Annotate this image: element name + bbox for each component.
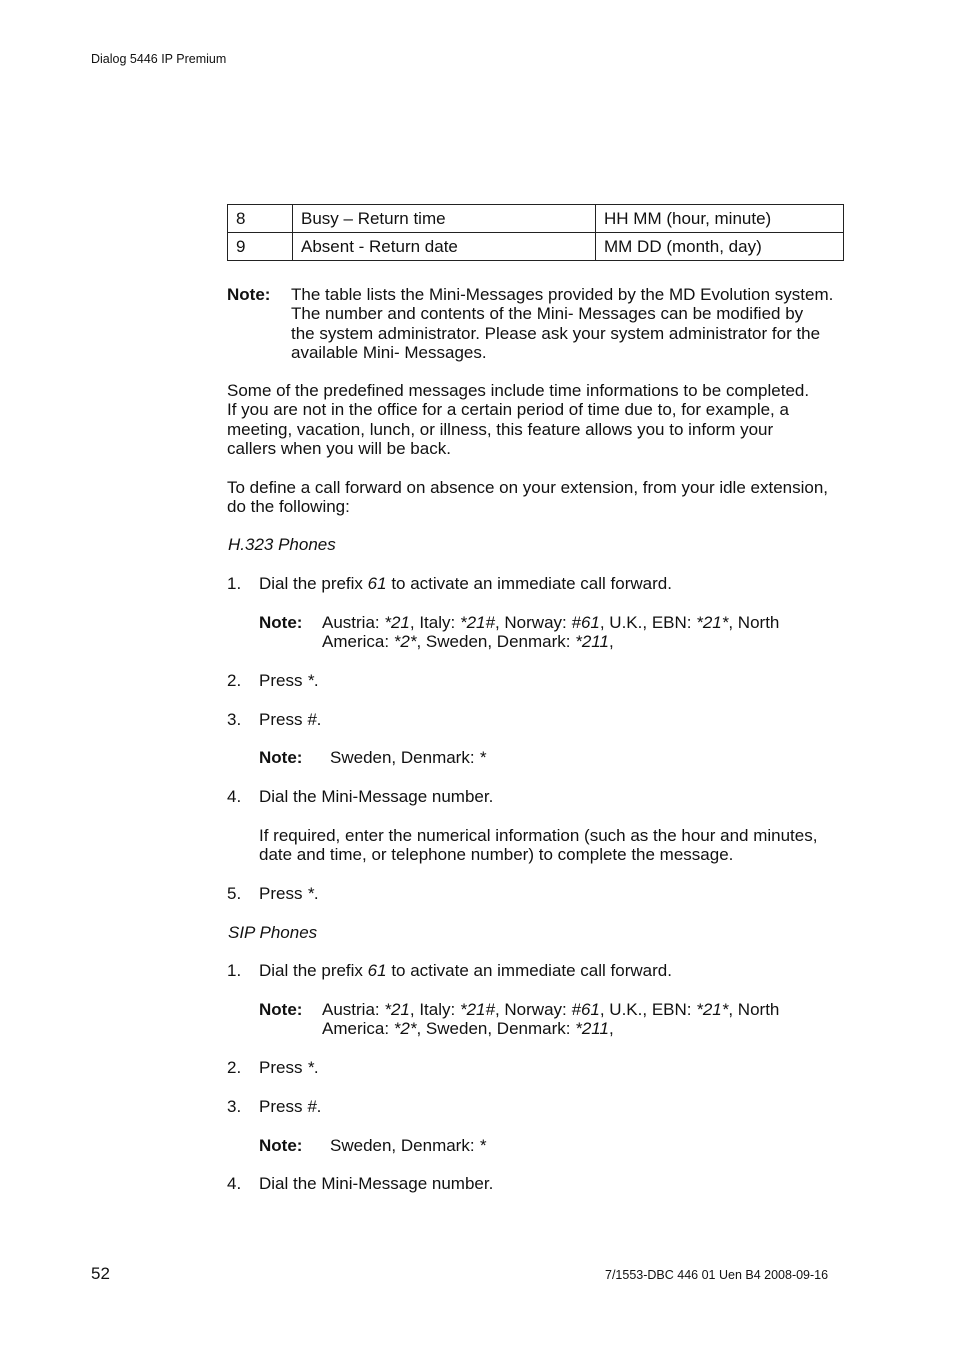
note-text (322, 613, 779, 652)
text: Sweden, Denmark: (330, 748, 480, 767)
text: , Sweden, Denmark: (416, 1019, 576, 1039)
paragraph-line: meeting, vacation, lunch, or illness, this feature allows you to inform your (227, 419, 774, 439)
note-label: Note: (259, 613, 303, 632)
section-heading: SIP Phones (228, 923, 318, 942)
paragraph-line: To define a call forward on absence on your extension, from your idle extension, (227, 478, 829, 497)
table-cell-format: HH MM (hour, minute) (596, 205, 844, 233)
text: , (608, 632, 614, 652)
step-text (259, 1097, 321, 1116)
table-cell-format: MM DD (month, day) (596, 233, 844, 261)
table-cell-number: 9 (228, 233, 293, 261)
text: to activate an immediate call forward. (386, 961, 672, 980)
code: #61 (571, 1000, 600, 1019)
code: *21* (696, 613, 729, 632)
step-number: 2. (227, 671, 242, 690)
note-text (330, 1136, 486, 1155)
step-text: Dial the Mini-Message number. (259, 1174, 494, 1193)
document-reference: 7/1553-DBC 446 01 Uen B4 2008-09-16 (605, 1268, 829, 1282)
code: *2* (393, 632, 417, 652)
step-number: 4. (227, 787, 242, 806)
code: * (307, 884, 314, 903)
note-label: Note: (259, 1136, 303, 1155)
step-number: 3. (227, 710, 242, 729)
text: , Italy: (409, 613, 460, 632)
table-cell-message: Busy – Return time (293, 205, 596, 233)
text: , (608, 1019, 614, 1039)
text: , Italy: (409, 1000, 460, 1019)
text: America: (322, 632, 394, 652)
note-text (291, 285, 833, 363)
step-text (259, 961, 672, 980)
body-paragraph (227, 478, 828, 517)
table-row (228, 205, 844, 233)
text: Dial the prefix (259, 961, 368, 980)
text: . (313, 1058, 319, 1077)
text: America: (322, 1019, 394, 1039)
code: * (479, 1136, 486, 1155)
code: *211 (575, 1019, 609, 1039)
paragraph-line: If you are not in the office for a certain period of time due to, for example, a (227, 400, 789, 420)
code: *21 (384, 1000, 410, 1019)
code: #61 (571, 613, 600, 632)
text: , Norway: (494, 1000, 572, 1019)
step-text-post: to activate an immediate call forward. (386, 574, 672, 593)
table-row (228, 233, 844, 261)
note-label: Note: (227, 285, 271, 304)
section-heading: H.323 Phones (228, 535, 336, 554)
step-info (259, 826, 817, 865)
step-text (259, 1058, 319, 1077)
text: , U.K., EBN: (599, 1000, 697, 1019)
text: Press (259, 1058, 308, 1077)
info-line: If required, enter the numerical information (such as the hour and minutes, (259, 826, 818, 845)
text: . (313, 671, 319, 690)
code: # (307, 710, 317, 729)
code: * (479, 748, 486, 767)
step-number: 1. (227, 574, 242, 593)
note-label: Note: (259, 1000, 303, 1019)
step-text: Dial the Mini-Message number. (259, 787, 494, 806)
table-cell-number: 8 (228, 205, 293, 233)
code: *21 (384, 613, 410, 632)
paragraph-line: Some of the predefined messages include time informations to be completed. (227, 381, 810, 400)
text: , Sweden, Denmark: (416, 632, 576, 652)
text: Sweden, Denmark: (330, 1136, 480, 1155)
code: *21# (459, 1000, 495, 1019)
running-header: Dialog 5446 IP Premium (91, 52, 227, 66)
code: * (307, 671, 314, 690)
text: , North (728, 613, 780, 632)
text: , North (728, 1000, 780, 1019)
note-line (322, 613, 779, 632)
text: Austria: (322, 613, 385, 632)
body-paragraph (227, 381, 809, 459)
step-text (259, 884, 319, 903)
code: *2* (393, 1019, 417, 1039)
text: . (316, 1097, 322, 1116)
text: Press (259, 884, 308, 903)
info-line: date and time, or telephone number) to complete the message. (259, 845, 734, 865)
code: # (307, 1097, 317, 1116)
text: . (316, 710, 322, 729)
code: *21# (459, 613, 495, 632)
step-text (259, 710, 321, 729)
code: 61 (367, 574, 387, 593)
code: * (307, 1058, 314, 1077)
paragraph-line: do the following: (227, 497, 350, 517)
note-text (322, 1000, 779, 1039)
text: , Norway: (494, 613, 572, 632)
step-text (259, 671, 319, 690)
note-line: available Mini- Messages. (291, 343, 487, 363)
table-cell-message: Absent - Return date (293, 233, 596, 261)
note-text (330, 748, 486, 767)
text: Press (259, 671, 308, 690)
step-number: 2. (227, 1058, 242, 1077)
code: *21* (696, 1000, 729, 1019)
code: *211 (575, 632, 609, 652)
note-line (322, 1019, 779, 1038)
step-number: 5. (227, 884, 242, 903)
note-label: Note: (259, 748, 303, 767)
step-text (259, 574, 672, 593)
step-text-pre: Dial the prefix (259, 574, 368, 593)
step-number: 4. (227, 1174, 242, 1193)
note-line: the system administrator. Please ask your system administrator for the (291, 323, 821, 343)
step-number: 3. (227, 1097, 242, 1116)
text: Austria: (322, 1000, 385, 1019)
text: . (313, 884, 319, 903)
text: Press (259, 710, 308, 729)
code: 61 (367, 961, 387, 980)
text: Press (259, 1097, 308, 1116)
note-line: The number and contents of the Mini- Messages can be modified by (291, 304, 804, 324)
text: , U.K., EBN: (599, 613, 697, 632)
note-line (322, 1000, 779, 1019)
mini-message-table (227, 204, 844, 261)
note-line: The table lists the Mini-Messages provided by the MD Evolution system. (291, 285, 834, 304)
step-number: 1. (227, 961, 242, 980)
note-line (322, 632, 779, 651)
page-number: 52 (91, 1264, 110, 1283)
paragraph-line: callers when you will be back. (227, 439, 451, 459)
